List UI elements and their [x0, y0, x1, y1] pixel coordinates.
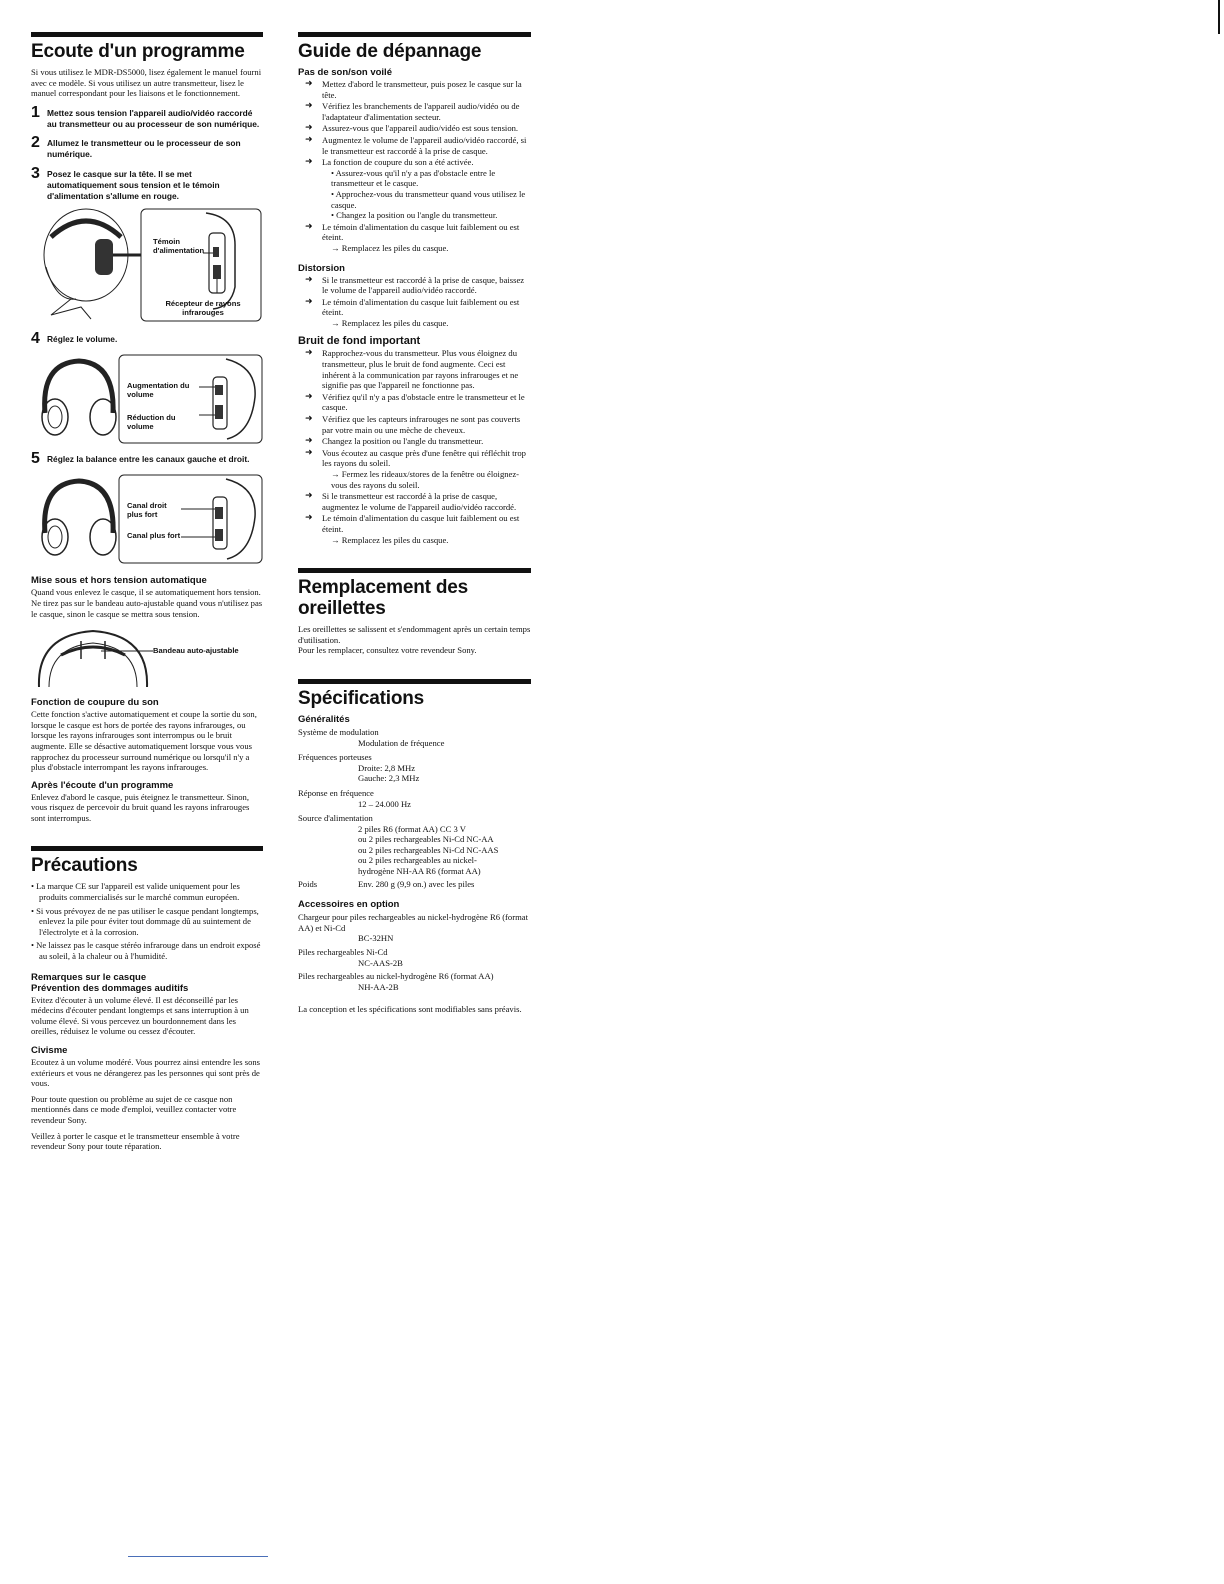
- step-4: [31, 331, 263, 347]
- troubleshoot-item-body: [322, 123, 518, 134]
- pas-de-son-list: [298, 79, 531, 254]
- step-text: Posez le casque sur la tête. Il se met automatiquement sous tension et le témoin d'alimentation s'allume en rouge.: [47, 168, 220, 201]
- precaution-bullet: • La marque CE sur l'appareil est valide uniquement pour les produits commercialisés sur le marché commun européen.: [31, 881, 240, 903]
- illustration-volume: [31, 353, 263, 445]
- step-number: 1: [31, 103, 40, 121]
- step-5: [31, 451, 263, 467]
- troubleshoot-item: [298, 123, 531, 134]
- arrow-icon: ➜: [305, 436, 313, 447]
- spec-value: hydrogène NH-AA R6 (format AA): [358, 866, 481, 877]
- troubleshoot-item-body: [322, 135, 531, 156]
- distorsion-title: Distorsion: [298, 262, 345, 274]
- step-1: [31, 105, 263, 130]
- callout-augmentation: Augmentation du volume: [127, 381, 190, 400]
- remplacement-title-line1: Remplacement des: [298, 577, 468, 599]
- volume-drawing: [31, 353, 263, 445]
- troubleshoot-item-body: [322, 79, 531, 100]
- accessory-model: NC-AAS-2B: [358, 957, 403, 968]
- step-text: Réglez la balance entre les canaux gauche et droit.: [47, 454, 250, 465]
- troubleshoot-text: Vérifiez qu'il n'y a pas d'obstacle entre le transmetteur et le casque.: [322, 391, 525, 413]
- guide-title: Guide de dépannage: [298, 41, 482, 62]
- troubleshoot-item: [298, 392, 531, 413]
- troubleshoot-text: Changez la position ou l'angle du transmetteur.: [322, 436, 484, 447]
- specs-footer: La conception et les spécifications sont modifiables sans préavis.: [298, 1004, 522, 1015]
- troubleshoot-text: Si le transmetteur est raccordé à la prise de casque, augmentez le volume de l'appareil audio/vidéo raccordé.: [322, 491, 517, 512]
- arrow-icon: ➜: [305, 414, 313, 425]
- illustration-balance: [31, 473, 263, 565]
- troubleshoot-text: Le témoin d'alimentation du casque luit faiblement ou est éteint.: [322, 513, 520, 534]
- precaution-bullet: • Ne laissez pas le casque stéréo infrarouge dans un endroit exposé au soleil, à la chaleur ou à l'humidité.: [31, 940, 261, 962]
- spec-row-poids: [298, 879, 531, 890]
- ecoute-title: Ecoute d'un programme: [31, 41, 245, 62]
- mise-text: Quand vous enlevez le casque, il se automatiquement hors tension. Ne tirez pas sur le bandeau auto-ajustable quand vous n'utilisez pas le casque, sinon le casque se mettra sous tension.: [31, 587, 263, 619]
- bandeau-drawing: [31, 625, 263, 689]
- troubleshoot-text: Augmentez le volume de l'appareil audio/vidéo raccordé, si le transmetteur est raccordé à la prise de casque.: [322, 134, 527, 156]
- question-text: Pour toute question ou problème au sujet de ce casque non mentionnés dans ce mode d'emploi, veuillez contacter votre revendeur Sony.: [31, 1093, 237, 1125]
- precautions-title: Précautions: [31, 855, 138, 877]
- column-right: [298, 0, 531, 1018]
- step-3: [31, 166, 263, 201]
- spec-label: Réponse en fréquence: [298, 787, 374, 798]
- civisme-text: Ecoutez à un volume modéré. Vous pourrez ainsi entendre les sons extérieurs et vous ne dérangerez pas les personnes qui sont près de vous.: [31, 1057, 261, 1089]
- arrow-icon: ➜: [305, 513, 313, 524]
- troubleshoot-item: [298, 135, 531, 156]
- spec-value: Gauche: 2,3 MHz: [358, 773, 420, 784]
- troubleshoot-subitem: → Remplacez les piles du casque.: [331, 242, 449, 253]
- column-left: [31, 0, 263, 1155]
- troubleshoot-item-body: [322, 348, 531, 390]
- troubleshoot-item-body: [322, 436, 483, 447]
- troubleshoot-text: Vérifiez que les capteurs infrarouges ne sont pas couverts par votre main ou une mèche de cheveux.: [322, 414, 521, 435]
- distorsion-list: [298, 275, 531, 329]
- troubleshoot-subitem: → Fermez les rideaux/stores de la fenêtre ou éloignez-vous des rayons du soleil.: [331, 469, 520, 490]
- remplacement-title-line2: oreillettes: [298, 598, 386, 620]
- troubleshoot-item: [298, 448, 531, 490]
- spec-label: Source d'alimentation: [298, 813, 373, 824]
- accessory-label: Piles rechargeables au nickel-hydrogène R6 (format AA): [298, 971, 494, 982]
- troubleshoot-item: [298, 157, 531, 221]
- troubleshoot-text: Le témoin d'alimentation du casque luit faiblement ou est éteint.: [322, 296, 520, 318]
- spec-value: ou 2 piles rechargeables Ni-Cd NC-AA: [358, 834, 494, 845]
- remplacement-text2: Pour les remplacer, consultez votre revendeur Sony.: [298, 645, 477, 656]
- troubleshoot-item: [298, 436, 531, 447]
- balance-drawing: [31, 473, 263, 565]
- civisme-title: Civisme: [31, 1045, 68, 1057]
- callout-canal-droit: Canal droit plus fort: [127, 501, 167, 520]
- spec-value: 12 – 24.000 Hz: [358, 798, 411, 809]
- troubleshoot-item: [298, 275, 531, 296]
- troubleshoot-subitem: → Remplacez les piles du casque.: [331, 534, 449, 545]
- bruit-list: [298, 348, 531, 545]
- troubleshoot-subitem: → Remplacez les piles du casque.: [331, 317, 449, 328]
- spec-value: ou 2 piles rechargeables au nickel-: [358, 855, 477, 866]
- troubleshoot-item: [298, 79, 531, 100]
- accessoires-title: Accessoires en option: [298, 899, 400, 911]
- troubleshoot-text: Vous écoutez au casque près d'une fenêtre qui réfléchit trop les rayons du soleil.: [322, 447, 526, 469]
- arrow-icon: ➜: [305, 221, 313, 232]
- arrow-icon: ➜: [305, 491, 313, 502]
- accessory-label: Piles rechargeables Ni-Cd: [298, 947, 388, 958]
- spec-value: Env. 280 g (9,9 on.) avec les piles: [358, 878, 475, 889]
- pas-de-son-title: Pas de son/son voilé: [298, 67, 392, 78]
- illustration-head-headphones: [31, 207, 263, 325]
- troubleshoot-item: [298, 101, 531, 122]
- mise-title: Mise sous et hors tension automatique: [31, 575, 207, 587]
- fonction-title: Fonction de coupure du son: [31, 697, 159, 709]
- troubleshoot-item: [298, 222, 531, 254]
- apres-text: Enlevez d'abord le casque, puis éteignez le transmetteur. Sinon, vous risquez de percevoir du bruit quand les rayons infrarouges sont interrompus.: [31, 791, 250, 823]
- step-text: Mettez sous tension l'appareil audio/vidéo raccordé au transmetteur ou au processeur de son numérique.: [47, 107, 260, 129]
- section-rule: [298, 32, 531, 37]
- troubleshoot-text: Vérifiez les branchements de l'appareil audio/vidéo ou de l'adaptateur d'alimentation secteur.: [322, 101, 520, 122]
- spec-value: Modulation de fréquence: [358, 737, 445, 748]
- arrow-icon: ➜: [305, 296, 313, 307]
- step-text: Allumez le transmetteur ou le processeur de son numérique.: [47, 138, 241, 160]
- troubleshoot-item-body: [322, 414, 531, 435]
- troubleshoot-item-body: [322, 101, 531, 122]
- section-rule: [298, 679, 531, 684]
- step-2: [31, 135, 263, 160]
- bottom-divider-line: [128, 1556, 268, 1557]
- spec-label: Poids: [298, 878, 318, 889]
- arrow-icon: ➜: [305, 101, 313, 112]
- section-rule: [298, 568, 531, 573]
- callout-bandeau: Bandeau auto-ajustable: [153, 646, 239, 656]
- prevention-title: Prévention des dommages auditifs: [31, 982, 189, 994]
- troubleshoot-text: Mettez d'abord le transmetteur, puis posez le casque sur la tête.: [322, 79, 522, 100]
- accessory-label: Chargeur pour piles rechargeables au nickel-hydrogène R6 (format AA) et Ni-Cd: [298, 912, 528, 933]
- arrow-icon: ➜: [305, 391, 313, 402]
- arrow-icon: ➜: [305, 157, 313, 168]
- step-number: 5: [31, 450, 40, 468]
- troubleshoot-item: [298, 297, 531, 329]
- arrow-icon: ➜: [305, 134, 313, 145]
- troubleshoot-item-body: [322, 222, 531, 254]
- precaution-bullet: • Si vous prévoyez de ne pas utiliser le casque pendant longtemps, enlevez la pile pour éviter tout dommage dû au suintement de l'électrolyte et à la corrosion.: [31, 905, 259, 937]
- troubleshoot-item-body: [322, 448, 531, 490]
- arrow-icon: ➜: [305, 348, 313, 359]
- remplacement-text1: Les oreillettes se salissent et s'endommagent après un certain temps d'utilisation.: [298, 624, 531, 645]
- troubleshoot-subitem: • Approchez-vous du transmetteur quand vous utilisez le casque.: [331, 188, 526, 210]
- accessory-model: NH-AA-2B: [358, 981, 399, 992]
- porter-text: Veillez à porter le casque et le transmetteur ensemble à votre revendeur Sony pour toute réparation.: [31, 1130, 240, 1152]
- accessory-model: BC-32HN: [358, 933, 394, 944]
- troubleshoot-item-body: [322, 513, 531, 545]
- spec-label: Système de modulation: [298, 726, 379, 737]
- troubleshoot-item: [298, 348, 531, 390]
- troubleshoot-subitem: • Changez la position ou l'angle du transmetteur.: [331, 210, 498, 221]
- troubleshoot-item-body: [322, 157, 531, 221]
- step-number: 3: [31, 164, 40, 182]
- ecoute-intro: Si vous utilisez le MDR-DS5000, lisez également le manuel fourni avec ce modèle. Si vous utilisez un autre transmetteur, lisez le manuel correspondant pour les liaisons et le fonctionnement.: [31, 67, 262, 99]
- fonction-text: Cette fonction s'active automatiquement et coupe la sortie du son, lorsque le casque est hors de portée des rayons infrarouges, ou lorsque les rayons infrarouges sont interrompus ou le bruit augmente. Elle se désactive automatiquement lorsque vous vous rapprochez du processeur surround numérique ou lorsqu'il n'y a plus d'obstacle interrompant les rayons infrarouges.: [31, 709, 257, 773]
- troubleshoot-text: La fonction de coupure du son a été activée.: [322, 157, 474, 168]
- spec-value: 2 piles R6 (format AA) CC 3 V: [358, 823, 466, 834]
- troubleshoot-item-body: [322, 392, 531, 413]
- prevention-text: Evitez d'écouter à un volume élevé. Il est déconseillé par les médecins d'écouter pendant longtemps et sans interruption à un volume élevé. Si vous percevez un bourdonnement dans les oreilles, réduisez le volume ou cessez d'écouter.: [31, 994, 249, 1037]
- troubleshoot-item: [298, 513, 531, 545]
- illustration-bandeau: [31, 625, 263, 689]
- bruit-title: Bruit de fond important: [298, 335, 421, 348]
- troubleshoot-item-body: [322, 275, 531, 296]
- apres-title: Après l'écoute d'un programme: [31, 779, 174, 791]
- troubleshoot-text: Si le transmetteur est raccordé à la prise de casque, baissez le volume de l'appareil audio/vidéo raccordé.: [322, 274, 525, 296]
- spec-value: Droite: 2,8 MHz: [358, 762, 416, 773]
- section-rule: [31, 32, 263, 37]
- troubleshoot-item: [298, 491, 531, 512]
- section-rule: [31, 846, 263, 851]
- spec-value: ou 2 piles rechargeables Ni-Cd NC-AAS: [358, 844, 499, 855]
- step-text: Réglez le volume.: [47, 334, 118, 345]
- troubleshoot-text: Assurez-vous que l'appareil audio/vidéo est sous tension.: [322, 123, 519, 134]
- arrow-icon: ➜: [305, 123, 313, 134]
- specs-title: Spécifications: [298, 687, 425, 709]
- scan-edge-mark: [1218, 0, 1220, 34]
- spec-label: Fréquences porteuses: [298, 752, 372, 763]
- troubleshoot-item-body: [322, 297, 531, 329]
- generalites-title: Généralités: [298, 713, 350, 725]
- callout-temoin: Témoin d'alimentation: [153, 237, 205, 256]
- arrow-icon: ➜: [305, 447, 313, 458]
- troubleshoot-subitem: • Assurez-vous qu'il n'y a pas d'obstacle entre le transmetteur et le casque.: [331, 167, 496, 189]
- remarques-title: Remarques sur le casque: [31, 971, 147, 983]
- troubleshoot-item: [298, 414, 531, 435]
- callout-canal-gauche: Canal plus fort: [127, 531, 181, 541]
- step-number: 4: [31, 330, 40, 348]
- arrow-icon: ➜: [305, 79, 313, 89]
- arrow-icon: ➜: [305, 274, 313, 285]
- troubleshoot-text: Le témoin d'alimentation du casque luit faiblement ou est éteint.: [322, 221, 520, 243]
- troubleshoot-item-body: [322, 491, 531, 512]
- step-number: 2: [31, 134, 40, 152]
- troubleshoot-text: Rapprochez-vous du transmetteur. Plus vous éloignez du transmetteur, plus le bruit de fond augmente. Ceci est inhérent à la communication par rayons infrarouges et ne signifie pas que l'appareil ne fonctionne pas.: [322, 348, 519, 391]
- callout-reduction: Réduction du volume: [127, 413, 176, 432]
- callout-recepteur: Récepteur de rayons infrarouges: [165, 299, 241, 318]
